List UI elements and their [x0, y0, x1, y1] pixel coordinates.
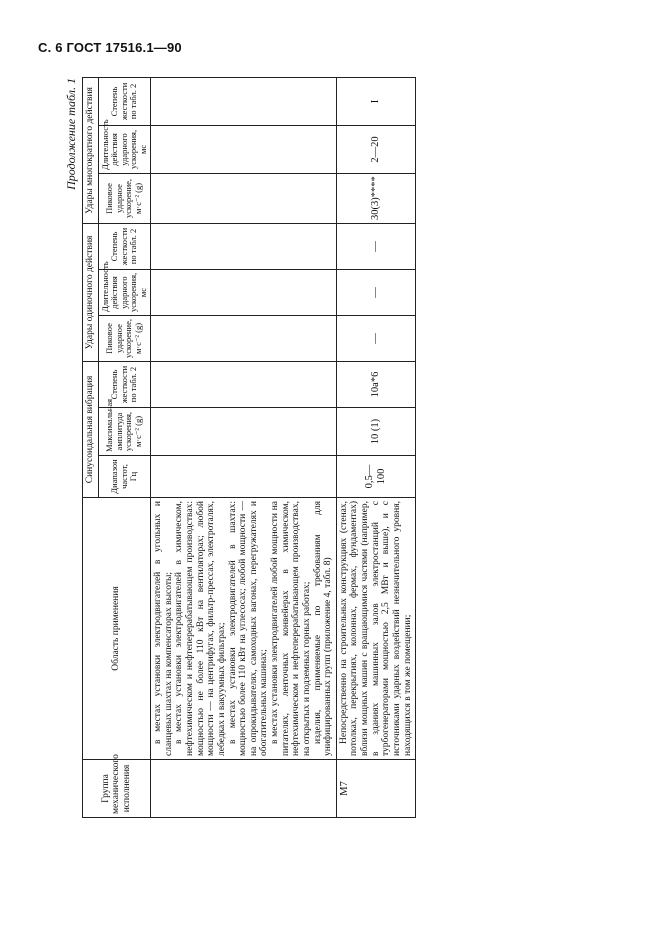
- sinus-degree-cell: [151, 362, 337, 408]
- scope-paragraph: изделия, применяемые по требованиям для унифицированных групп (приложение 4, табл. 8): [312, 501, 334, 756]
- scope-header: Область применения: [83, 498, 151, 760]
- table-row: [151, 77, 337, 817]
- header-row-1: [83, 77, 99, 817]
- max-amp-cell: 10 (1): [336, 408, 415, 456]
- single-degree-header: Степень жесткости по табл. 2: [98, 223, 151, 269]
- single-dur-cell: —: [336, 270, 415, 316]
- sinus-degree-cell: 10а*6: [336, 362, 415, 408]
- freq-cell: 0,5—100: [336, 456, 415, 498]
- multi-dur-cell: 2—20: [336, 125, 415, 173]
- scope-paragraph: в местах установки электродвигателей любой мощности на питателях, ленточных конвейерах в химическом, нефтехимическом и нефтеперерабатывающем производствах, на открытых и подземных горных работах;: [270, 501, 312, 756]
- scope-paragraph: в местах установки электродвигателей в угольных и сланцевых шахтах на компенсаторах высоты;: [153, 501, 174, 756]
- page-title: С. 6 ГОСТ 17516.1—90: [38, 40, 182, 55]
- max-amp-header: Максимальная амплитуда ускорения, м·с⁻² (g): [98, 408, 151, 456]
- continuation-caption: Продолжение табл. 1: [64, 78, 78, 190]
- single-shock-header: Удары одиночного действия: [83, 223, 99, 361]
- single-dur-header: Длительность действия ударного ускорения, мс: [98, 270, 151, 316]
- freq-header: Диапазон частот, Гц: [98, 456, 151, 498]
- sinus-degree-header: Степень жесткости по табл. 2: [98, 362, 151, 408]
- climate-table: [82, 77, 416, 818]
- multi-peak-cell: [151, 173, 337, 223]
- scope-cell: [336, 498, 415, 760]
- sinus-header: Синусоидальная вибрация: [83, 362, 99, 498]
- scope-cell: [151, 498, 337, 760]
- single-degree-cell: —: [336, 223, 415, 269]
- table-row: [336, 77, 415, 817]
- scope-paragraph: Непосредственно на строительных конструкциях (стенах, потолках, перекрытиях, колоннах, фермах, фундаментах) вблизи мощных машин с вращающимися частями (например, в зданиях машинных залов электростанций с турбогенераторами мощностью 2,5 МВт и выше), и с источниками ударных воздействий незначительного уровня, находящихся в том же помещении;: [338, 501, 413, 756]
- group-cell: М7: [336, 760, 415, 818]
- scope-paragraph: в местах установки электродвигателей в химическом, нефтехимическом и нефтеперерабатывающем производствах: мощностью не более 110 кВт на вентиляторах; любой мощности — на центрифугах, фильтр-прессах, электроталях, лебедках и вакуумных фильтрах;: [174, 501, 227, 756]
- multi-dur-header: Длительность действия ударного ускорения, мс: [98, 125, 151, 173]
- multi-degree-header: Степень жесткости по табл. 2: [98, 77, 151, 125]
- multi-degree-cell: [151, 77, 337, 125]
- single-degree-cell: [151, 223, 337, 269]
- single-peak-cell: —: [336, 316, 415, 362]
- single-peak-cell: [151, 316, 337, 362]
- single-peak-header: Пиковое ударное ускорение, м·с⁻² (g): [98, 316, 151, 362]
- group-header: Группа механического исполнения: [83, 760, 151, 818]
- multi-dur-cell: [151, 125, 337, 173]
- multi-peak-header: Пиковое ударное ускорение, м·с⁻² (g): [98, 173, 151, 223]
- multi-peak-cell: 30(3)****: [336, 173, 415, 223]
- group-cell: [151, 760, 337, 818]
- scope-paragraph: в местах установки электродвигателей в шахтах: мощностью более 110 кВт на углесосах; любой мощности — на опрокидывателях, самоходных вагонах, перегружателях и обогатительных машинах;: [227, 501, 270, 756]
- single-dur-cell: [151, 270, 337, 316]
- multi-degree-cell: I: [336, 77, 415, 125]
- multi-shock-header: Удары многократного действия: [83, 77, 99, 223]
- freq-cell: [151, 456, 337, 498]
- max-amp-cell: [151, 408, 337, 456]
